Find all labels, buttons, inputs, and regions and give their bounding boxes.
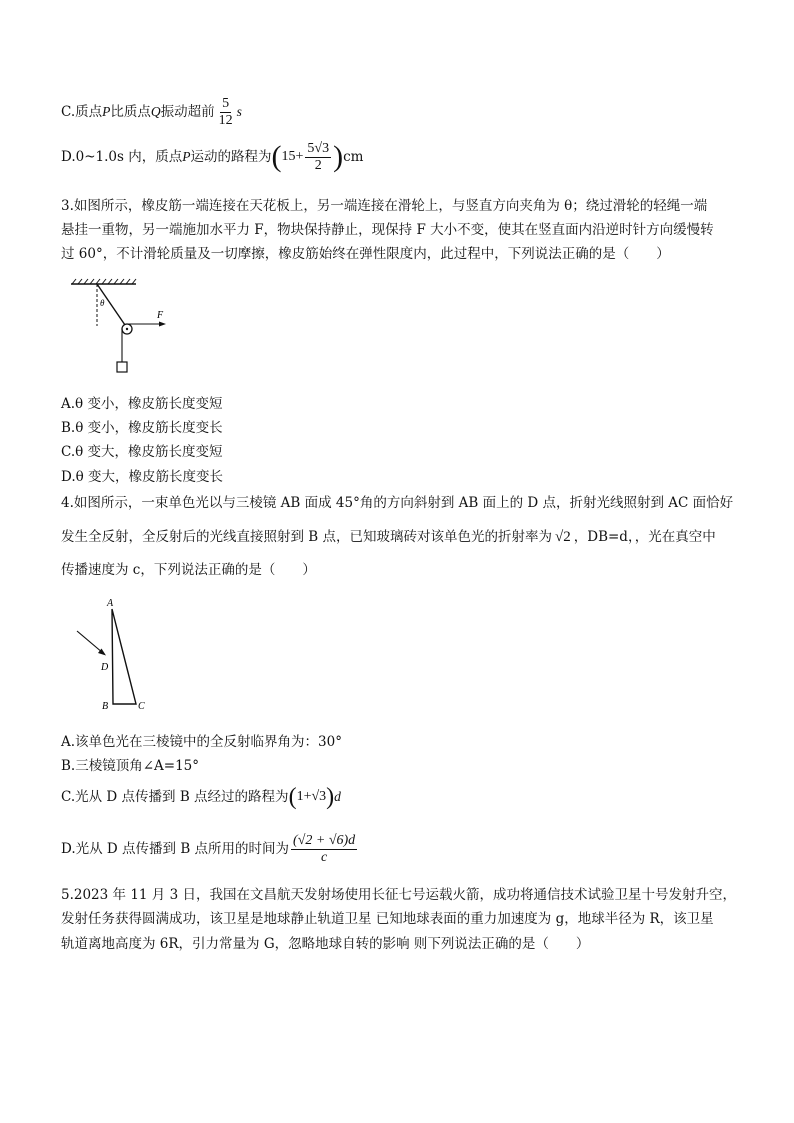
q4-option-c: C.光从 D 点传播到 B 点经过的路程为 ( 1+√3 ) d [61,784,341,810]
q2-option-d-fraction [305,141,331,174]
q4-option-c-d: d [334,789,341,804]
q3-pulley-diagram [66,278,186,378]
q2-option-d: D.0~1.0s 内，质点 P 运动的路程为 ( 15+ $\frac{5√3}{2}$ ) cm [61,140,364,173]
q4-option-d [61,826,359,872]
q2-option-c-q: Q [150,104,161,119]
vertex-c-label: C [138,701,145,712]
q3-stem-line-3: 过 60°，不计滑轮质量及一切摩擦，橡皮筋始终在弹性限度内，此过程中，下列说法正确的是（ ） [61,246,670,262]
incident-ray [77,631,103,653]
force-arrow-head [159,322,166,327]
q4-option-d-fraction [291,833,357,866]
q3-option-c: C.θ 变大，橡皮筋长度变短 [61,444,223,460]
q2-option-d-unit: cm [343,149,364,165]
q3-option-a: A.θ 变小，橡皮筋长度变短 [61,396,223,412]
q5-stem-line-3: 轨道离地高度为 6R，引力常量为 G，忽略地球自转的影响 则下列说法正确的是（ ） [61,936,590,952]
q4-stem-line-2 [61,528,716,546]
q4-option-d-num: (√2 + √6)d [293,832,356,848]
q4-stem-line-2-pre: 发生全反射，全反射后的光线直接照射到 B 点，已知玻璃砖对该单色光的折射率为 [61,529,553,545]
q3-option-d: D.θ 变大，橡皮筋长度变长 [61,469,224,485]
point-d-label: D [101,662,109,673]
q2-option-c-pre: C.质点 [61,104,103,120]
q5-stem-line-1: 5.2023 年 11 月 3 日，我国在文昌航天发射场使用长征七号运载火箭，成功将通信技术试验卫星十号发射升空， [61,887,736,903]
q2-option-d-num: 5√3 [307,140,330,156]
hanging-block [117,362,127,372]
q5-stem-line-2: 发射任务获得圆满成功，该卫星是地球静止轨道卫星 已知地球表面的重力加速度为 g，地球半径为 R，该卫星 [61,911,714,927]
q4-stem-line-1: 4.如图所示，一束单色光以与三棱镜 AB 面成 45°角的方向斜射到 AB 面上的 D 点，折射光线照射到 AC 面恰好 [61,495,734,511]
q4-option-d-den: c [321,849,328,865]
q3-option-b: B.θ 变小，橡皮筋长度变长 [61,420,223,436]
q2-option-d-mid: 运动的路程为 [190,149,272,165]
q2-option-d-p: P [182,149,191,164]
prism-triangle [112,609,136,704]
q2-option-c-p: P [102,104,111,119]
q2-option-c-unit: s [236,104,242,119]
q2-option-c-num: 5 [222,95,230,111]
q2-option-c-fraction [217,96,235,129]
q4-stem-line-3: 传播速度为 c，下列说法正确的是（ ） [61,562,316,578]
force-label: F [157,310,164,321]
q3-stem-line-2: 悬挂一重物，另一端施加水平力 F，物块保持静止，现保持 F 大小不变，使其在竖直面内沿逆时针方向缓慢转 [61,222,714,238]
q4-prism-diagram [70,592,160,717]
q4-stem-line-2-post: ，DB=d，，光在真空中 [573,529,716,545]
q4-option-d-pre: D.光从 D 点传播到 B 点所用的时间为 [61,841,290,857]
q2-option-d-den: 2 [314,157,322,173]
q3-stem-line-1: 3.如图所示，橡皮筋一端连接在天花板上，另一端连接在滑轮上，与竖直方向夹角为 θ；绕过滑轮的轻绳一端 [61,198,708,214]
theta-label: θ [100,298,105,308]
q2-option-c-mid: 比质点 [110,104,151,120]
q4-option-a: A.该单色光在三棱镜中的全反射临界角为：30° [61,734,342,750]
q2-option-c [61,96,242,128]
q4-option-c-expr: 1+√3 [296,789,327,804]
ceiling-hatch [71,279,136,284]
q2-option-c-den: 12 [218,112,233,128]
vertex-b-label: B [102,701,109,712]
q2-option-c-post: 振动超前 [160,104,215,120]
vertex-a-label: A [107,598,114,609]
q4-option-c-pre: C.光从 D 点传播到 B 点经过的路程为 [61,789,289,805]
q2-option-d-pre: D.0~1.0s 内，质点 [61,149,183,165]
q4-option-b: B.三棱镜顶角∠A=15° [61,758,200,774]
q2-option-d-15: 15+ [281,149,304,164]
q4-sqrt2: √2 [555,529,571,545]
